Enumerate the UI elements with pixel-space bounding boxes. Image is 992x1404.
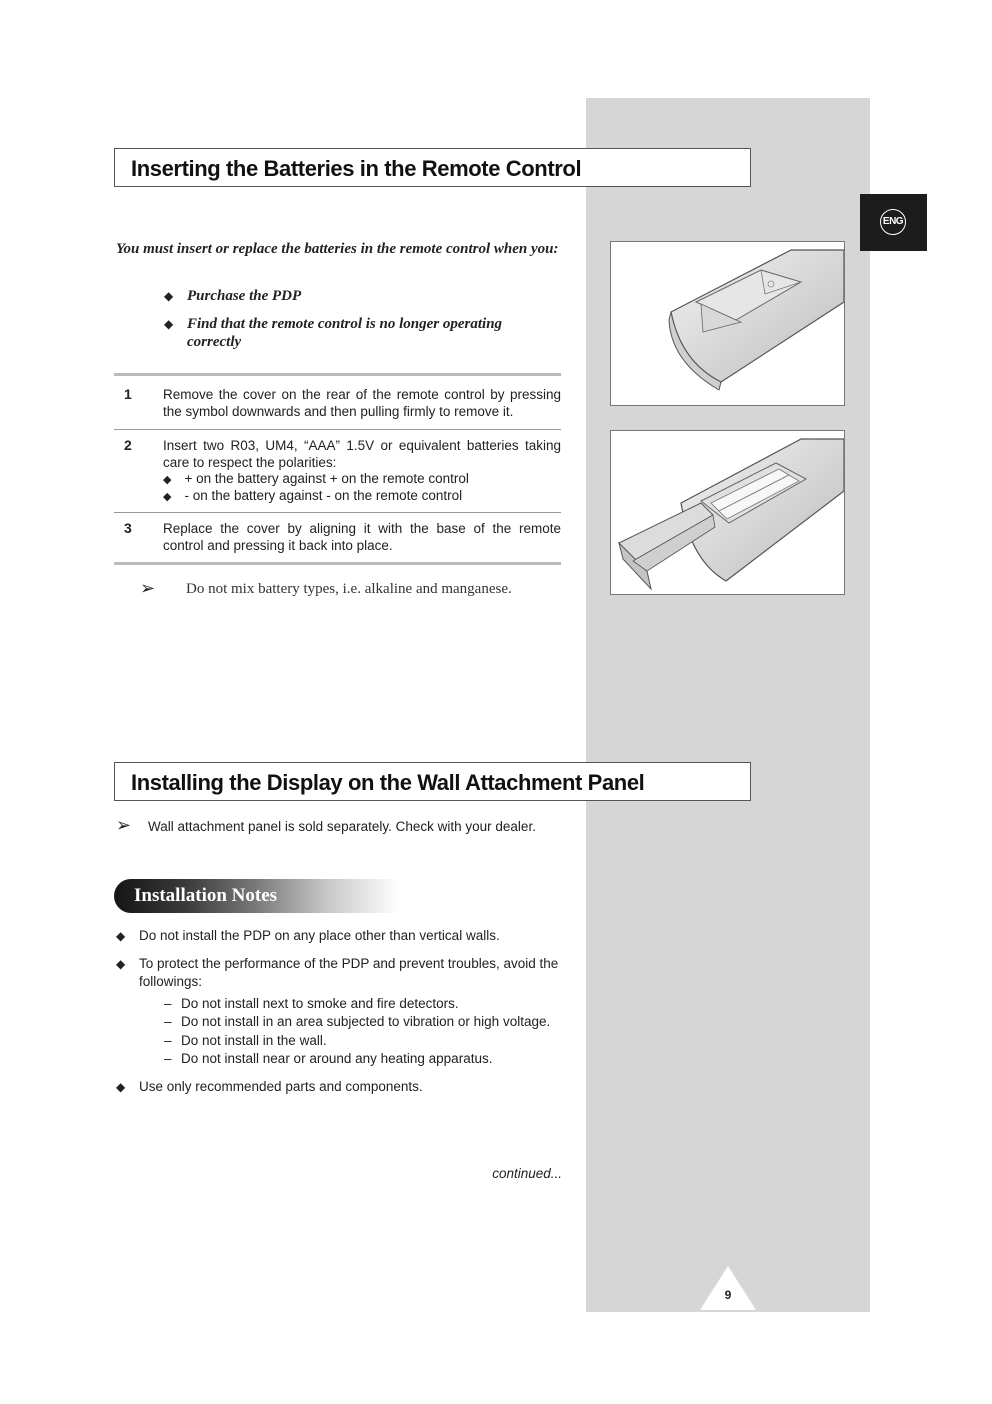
step-table-bottom-rule [114, 562, 561, 565]
step-number: 1 [124, 386, 132, 402]
language-badge: ENG [880, 209, 906, 235]
battery-note: Do not mix battery types, i.e. alkaline and manganese. [186, 581, 512, 597]
step-number: 3 [124, 520, 132, 536]
avoid-item: – Do not install next to smoke and fire detectors. [164, 996, 459, 1011]
polarity-item: ◆ + on the battery against + on the remote control [163, 471, 469, 486]
bullet-icon: ◆ [164, 317, 174, 331]
bullet-icon: ◆ [164, 289, 174, 303]
section-title-batteries: Inserting the Batteries in the Remote Control [114, 148, 751, 187]
step-number: 2 [124, 437, 132, 453]
bullet-icon: ◆ [116, 929, 126, 943]
intro-text: You must insert or replace the batteries in the remote control when you: [116, 241, 559, 257]
avoid-item: – Do not install near or around any heating apparatus. [164, 1051, 493, 1066]
page-number: 9 [724, 1288, 732, 1302]
bullet-icon: ◆ [116, 957, 126, 971]
remote-cover-illustration [610, 241, 845, 406]
avoid-item: – Do not install in the wall. [164, 1033, 327, 1048]
bullet-icon: ◆ [163, 491, 172, 503]
battery-insert-illustration [610, 430, 845, 595]
wall-panel-note: Wall attachment panel is sold separately. Check with your dealer. [148, 819, 536, 834]
intro-bullet: ◆ Find that the remote control is no longer operating correctly [164, 316, 503, 350]
step-text: Insert two R03, UM4, “AAA” 1.5V or equivalent batteries taking care to respect the polarities: [163, 438, 561, 470]
bullet-icon: ◆ [116, 1080, 126, 1094]
dash-icon: – [164, 996, 172, 1011]
step-divider [114, 429, 561, 430]
installation-note: ◆ Do not install the PDP on any place other than vertical walls. [116, 928, 500, 943]
bullet-icon: ◆ [163, 474, 172, 486]
dash-icon: – [164, 1051, 172, 1066]
step-text: Remove the cover on the rear of the remote control by pressing the symbol downwards and then pulling firmly to remove it. [163, 387, 561, 419]
avoid-item: – Do not install in an area subjected to vibration or high voltage. [164, 1014, 551, 1029]
dash-icon: – [164, 1033, 172, 1048]
polarity-item: ◆ - on the battery against - on the remote control [163, 488, 463, 503]
installation-note: ◆ To protect the performance of the PDP and prevent troubles, avoid the followings: [116, 956, 559, 989]
arrow-icon: ➢ [140, 578, 156, 598]
continued-text: continued... [492, 1166, 562, 1181]
intro-bullet: ◆ Purchase the PDP [164, 288, 302, 304]
installation-notes-heading: Installation Notes [134, 885, 278, 906]
section-title-wall-panel: Installing the Display on the Wall Attachment Panel [114, 762, 751, 801]
installation-notes-banner [114, 879, 399, 913]
language-tab [860, 194, 927, 251]
installation-note: ◆ Use only recommended parts and components. [116, 1079, 423, 1094]
step-divider [114, 512, 561, 513]
step-table-top-rule [114, 373, 561, 376]
dash-icon: – [164, 1014, 172, 1029]
arrow-icon: ➢ [116, 815, 132, 835]
step-text: Replace the cover by aligning it with the base of the remote control and pressing it back into place. [163, 521, 561, 553]
